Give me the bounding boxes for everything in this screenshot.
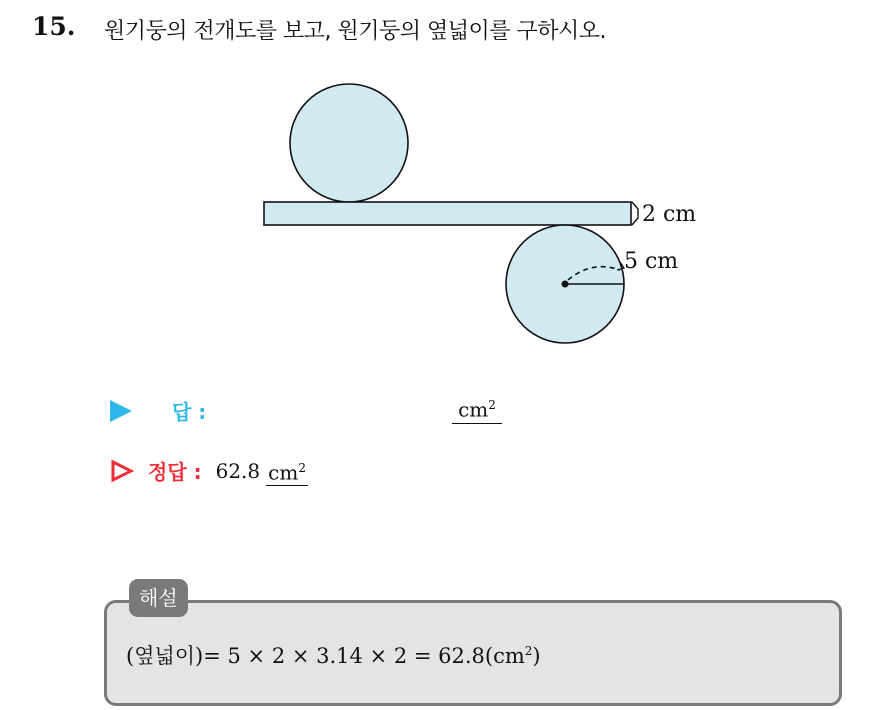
outline-triangle-icon	[110, 459, 134, 483]
solution-text	[126, 640, 541, 670]
top-base-circle	[290, 84, 408, 202]
solution-main: (옆넓이)= 5 × 2 × 3.14 × 2 = 62.8(cm	[126, 644, 525, 668]
solution-tag: 해설	[129, 579, 188, 617]
question-number: 15.	[32, 12, 76, 41]
correct-unit: cm	[268, 460, 299, 485]
solution-exponent: 2	[524, 644, 533, 658]
answer-label: 답 :	[172, 400, 207, 424]
lateral-rectangle	[264, 202, 631, 225]
height-brace	[632, 202, 638, 225]
correct-value: 62.8	[215, 458, 261, 483]
answer-row	[110, 396, 206, 425]
radius-label: 5 cm	[624, 249, 679, 274]
correct-label: 정답 :	[148, 460, 202, 485]
correct-unit-wrap	[266, 456, 308, 486]
answer-input-field[interactable]	[452, 392, 502, 424]
solution-end: )	[532, 644, 541, 668]
correct-unit-exponent: 2	[298, 461, 306, 475]
answer-unit: cm	[458, 397, 489, 422]
question-text: 원기둥의 전개도를 보고, 원기둥의 옆넓이를 구하시오.	[104, 19, 606, 44]
correct-answer-row	[110, 456, 308, 486]
play-triangle-icon	[110, 400, 132, 422]
answer-unit-exponent: 2	[488, 398, 496, 412]
height-label: 2 cm	[642, 202, 697, 227]
